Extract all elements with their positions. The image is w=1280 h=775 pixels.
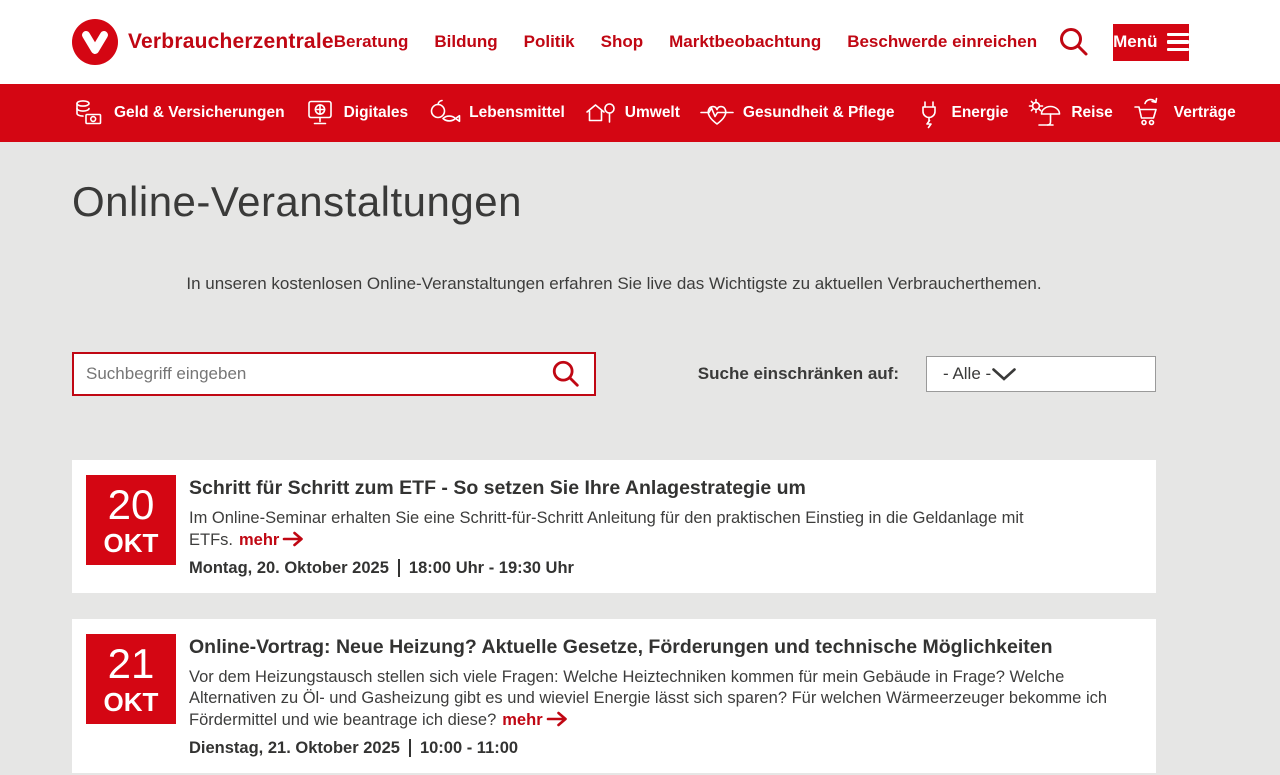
logo[interactable]	[72, 19, 334, 65]
event-day: 20	[107, 481, 155, 528]
sun-umbrella-icon	[1027, 97, 1063, 129]
category-label: Reise	[1071, 104, 1113, 121]
nav-item-bildung[interactable]: Bildung	[434, 32, 498, 51]
event-day: 21	[107, 639, 155, 687]
search-row	[72, 352, 1156, 396]
shopping-cart-icon	[1132, 97, 1166, 129]
category-label: Energie	[951, 104, 1009, 121]
filter-label: Suche einschränken auf:	[697, 364, 899, 383]
power-plug-icon	[914, 97, 944, 129]
nav-item-beratung[interactable]: Beratung	[333, 32, 409, 51]
category-label: Digitales	[343, 104, 409, 121]
event-month: OKT	[103, 528, 159, 558]
nav-item-politik[interactable]: Politik	[523, 32, 575, 51]
category-filter-dropdown[interactable]	[926, 356, 1156, 392]
nav-item-shop[interactable]: Shop	[600, 32, 644, 51]
main-nav	[334, 32, 1037, 52]
event-description	[189, 508, 1142, 552]
event-date: Montag, 20. Oktober 2025	[189, 558, 389, 577]
event-card-heizung	[72, 619, 1156, 773]
event-title[interactable]: Online-Vortrag: Neue Heizung? Aktuelle Gesetze, Förderungen und technische Möglichkeiten	[189, 635, 1053, 658]
event-description	[189, 667, 1142, 732]
mehr-link[interactable]	[239, 531, 305, 549]
event-date-badge	[86, 475, 176, 565]
event-body	[189, 475, 1142, 578]
event-card-etf	[72, 460, 1156, 593]
arrow-right-icon	[279, 531, 305, 549]
event-search-box	[72, 352, 596, 396]
category-umwelt[interactable]	[584, 97, 680, 129]
logo-text: Verbraucherzentrale	[128, 30, 334, 53]
event-date-badge	[86, 634, 176, 724]
mehr-label: mehr	[502, 711, 543, 730]
mehr-label: mehr	[239, 530, 280, 549]
apple-fish-icon	[427, 97, 461, 129]
category-energie[interactable]	[914, 97, 1009, 129]
chevron-down-icon	[991, 367, 1017, 382]
category-label: Lebensmittel	[469, 104, 565, 121]
event-list	[72, 460, 1156, 773]
category-label: Verträge	[1173, 104, 1236, 121]
hamburger-icon	[1167, 33, 1189, 52]
event-search-input[interactable]	[86, 364, 550, 384]
event-time: 18:00 Uhr - 19:30 Uhr	[408, 558, 574, 577]
category-gesundheit-pflege[interactable]	[699, 97, 895, 129]
event-body	[189, 634, 1142, 758]
category-label: Gesundheit & Pflege	[742, 104, 895, 121]
event-title[interactable]: Schritt für Schritt zum ETF - So setzen Sie Ihre Anlagestrategie um	[189, 477, 806, 499]
monitor-globe-icon	[304, 97, 336, 129]
logo-v-icon	[72, 19, 118, 65]
dropdown-selected-value: - Alle -	[943, 364, 992, 383]
event-datetime	[189, 739, 1142, 758]
top-header	[0, 0, 1280, 84]
event-month: OKT	[103, 686, 159, 717]
main-content	[72, 178, 1156, 773]
category-geld-versicherungen[interactable]	[72, 97, 285, 129]
page-title: Online-Veranstaltungen	[72, 178, 522, 225]
event-time: 10:00 - 11:00	[419, 738, 519, 757]
category-lebensmittel[interactable]	[427, 97, 565, 129]
nav-item-marktbeobachtung[interactable]: Marktbeobachtung	[669, 32, 822, 51]
filter-group	[698, 356, 1156, 392]
mehr-link[interactable]	[502, 711, 568, 729]
event-description-text: Vor dem Heizungstausch stellen sich viele Fragen: Welche Heiztechniken kommen für mein Gebäude in Frage? Welche Alternativen zu Öl- und Gasheizung gibt es und wieviel Energie lässt sich sparen? Für welchen Wärmeerzeuger bekomme ich Fördermittel und wie beantrage ich diese?	[189, 667, 1108, 730]
nav-item-beschwerde-einreichen[interactable]: Beschwerde einreichen	[847, 32, 1038, 51]
house-tree-icon	[584, 97, 617, 129]
menu-button-label: Menü	[1113, 32, 1158, 51]
category-label: Umwelt	[624, 104, 680, 121]
header-search-icon[interactable]	[1057, 25, 1091, 59]
date-time-separator	[409, 739, 411, 757]
date-time-separator	[398, 559, 400, 577]
event-datetime	[189, 559, 1142, 578]
coins-money-icon	[72, 97, 106, 129]
category-reise[interactable]	[1027, 97, 1112, 129]
heart-pulse-icon	[699, 97, 735, 129]
event-date: Dienstag, 21. Oktober 2025	[189, 738, 400, 757]
category-digitales[interactable]	[304, 97, 409, 129]
menu-button[interactable]	[1113, 24, 1188, 61]
category-bar	[0, 84, 1280, 142]
arrow-right-icon	[543, 711, 569, 729]
intro-text: In unseren kostenlosen Online-Veranstaltungen erfahren Sie live das Wichtigste zu aktuellen Verbraucherthemen.	[186, 274, 1042, 293]
search-submit-icon[interactable]	[550, 358, 582, 390]
category-vertraege[interactable]	[1132, 97, 1236, 129]
event-description-text: Im Online-Seminar erhalten Sie eine Schritt-für-Schritt Anleitung für den praktischen Einstieg in die Geldanlage mit ETFs.	[189, 509, 1024, 549]
category-label: Geld & Versicherungen	[114, 104, 285, 121]
